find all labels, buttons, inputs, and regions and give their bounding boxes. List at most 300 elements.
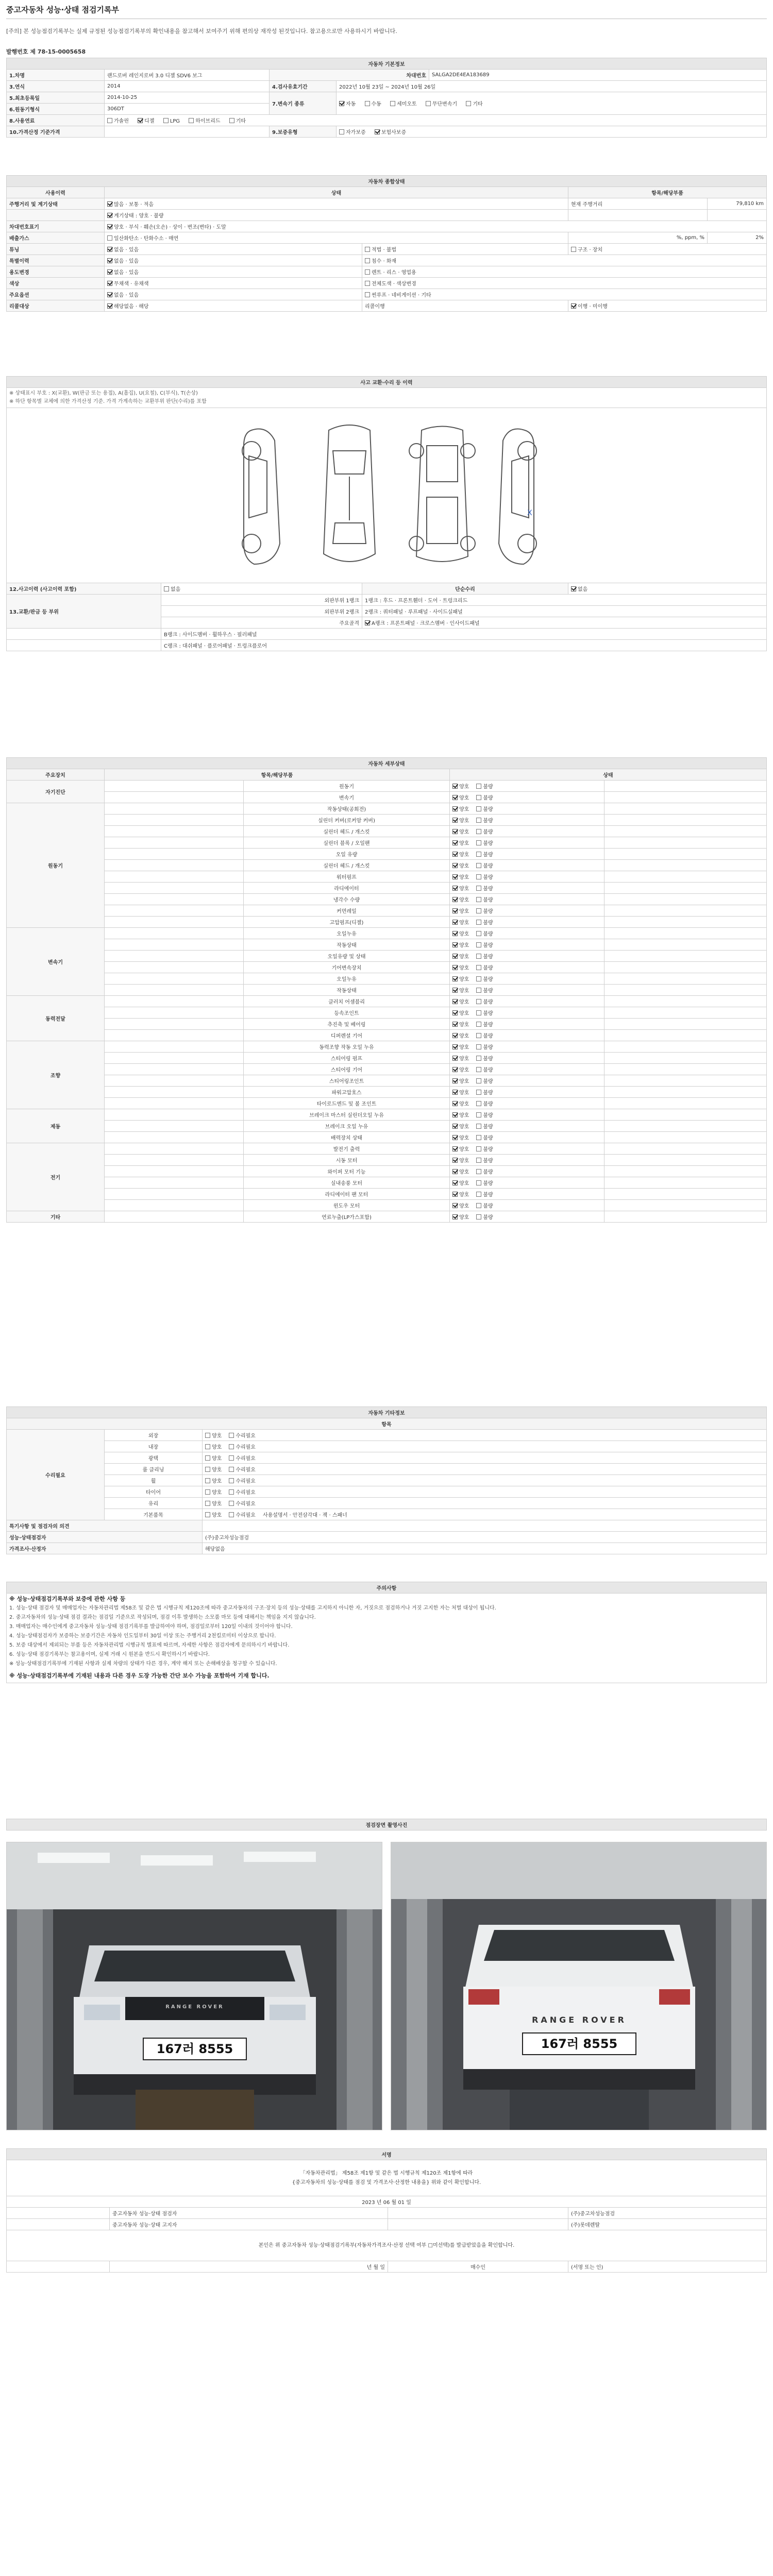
etc-item-label: 타이어 [105,1486,203,1498]
checkbox-icon[interactable] [476,908,481,913]
checkbox-checked-icon[interactable] [107,281,112,286]
receipt-statement: 본인은 위 중고자동차 성능·상태점검기록부(자동차가격조사·산정 선택 여부 □미선택)를 발급받았음을 확인합니다. [7,2230,767,2261]
detail-item-label: 작동상태 [244,985,450,996]
checkbox-checked-icon[interactable] [452,1078,458,1083]
detail-status-options: 양호 불량 [450,1007,604,1019]
checkbox-checked-icon[interactable] [452,1022,458,1027]
detail-item-label: 실린더 헤드 / 개스킷 [244,826,450,837]
checkbox-icon[interactable] [476,1044,481,1049]
checkbox-icon[interactable] [107,118,112,123]
detail-row [7,815,767,826]
etc-subheader: 항목 [7,1418,767,1430]
legend-line: ※ 상태표시 부호 : X(교환), W(판금 또는 용접), A(흠집), U(요철), C(부식), T(손상) [9,391,198,396]
accident-label: 12.사고이력 (사고이력 포함) [7,583,161,595]
detail-header: 자동차 세부상태 [7,758,767,769]
checkbox-icon[interactable] [476,1033,481,1038]
etc-item-label: 광택 [105,1452,203,1464]
checkbox-icon[interactable] [476,1010,481,1015]
checkbox-icon[interactable] [571,247,576,252]
checkbox-checked-icon[interactable] [452,954,458,959]
checkbox-checked-icon[interactable] [452,1124,458,1129]
checkbox-icon[interactable] [476,1169,481,1174]
etc-item-label: 유리 [105,1498,203,1509]
col-status: 상태 [450,769,767,781]
checkbox-icon[interactable] [476,1180,481,1185]
transmission-options: 자동 수동 세미오토 무단변속기 기타 [337,92,767,115]
checkbox-checked-icon[interactable] [452,1033,458,1038]
checkbox-icon[interactable] [426,101,431,106]
etc-row [7,1486,767,1498]
checkbox-icon[interactable] [476,976,481,981]
checkbox-checked-icon[interactable] [452,795,458,800]
detail-row [7,860,767,871]
general-row: 계기상태 : 양호 · 불량 [7,210,767,221]
general-row: 용도변경 없음 · 있음 렌트 · 리스 · 영업용 [7,266,767,278]
detail-item-label: 실내송풍 모터 [244,1177,450,1189]
car-top-view-icon [324,425,375,562]
buyer-sign: (서명 또는 인) [568,2261,767,2273]
detail-row [7,1166,767,1177]
etc-item-label: 외장 [105,1430,203,1441]
warranty-options: 자가보증 보험사보증 [337,126,767,138]
signature-date: 2023 년 06 월 01 일 [7,2196,767,2208]
detail-row [7,928,767,939]
checkbox-icon[interactable] [164,586,169,591]
checkbox-checked-icon[interactable] [452,818,458,823]
checkbox-checked-icon[interactable] [365,620,370,625]
checkbox-icon[interactable] [476,795,481,800]
checkbox-checked-icon[interactable] [452,1056,458,1061]
checkbox-checked-icon[interactable] [452,1146,458,1151]
checkbox-checked-icon[interactable] [452,1112,458,1117]
detail-item-label: 작동상태(공회전) [244,803,450,815]
checkbox-icon[interactable] [476,886,481,891]
parts-label: 13.교환/판금 등 부위 [7,595,161,629]
warranty-label: 9.보증유형 [270,126,337,138]
checkbox-checked-icon[interactable] [452,908,458,913]
etc-options: 양호 수리필요 [203,1486,767,1498]
engine-label: 6.원동기형식 [7,104,105,115]
detail-item-label: 시동 모터 [244,1155,450,1166]
checkbox-checked-icon[interactable] [452,1067,458,1072]
checkbox-icon[interactable] [365,269,370,275]
detail-status-options: 양호 불량 [450,1155,604,1166]
signature-header: 서명 [7,2149,767,2160]
checkbox-icon[interactable] [229,1433,234,1438]
checkbox-checked-icon[interactable] [107,258,112,263]
notes-body: ※ 성능·상태점검기록부와 보증에 관한 사항 등 1. 성능·상태 점검자 및 매매업자는 자동차관리법 제58조 및 같은 법 시행규칙 제120조에 따라 중고자동차의 구조·장치 등의 성능·상태를 고지하지 아니한 자, 거짓으로 점검하거나 거짓 고지한 자는 처벌 대상이 됩니다. 2. 중고자동차의 성능·상태 점검 결과는 점검일 기준으로 작성되며, 점검 이후 발생하는 소모품 마모 등에 대해서는 책임을 지지 않습니다. 3. 매매업자는 매수인에게 중고자동차 성능·상태 점검기록부를 발급하여야 하며, 점검일로부터 120일 이내의 것이어야 합니다. 4. 성능·상태점검자가 보증하는 보증기간은 자동차 인도일부터 30일 이상 또는 주행거리 2천킬로미터 이상으로 합니다. 5. 보증 대상에서 제외되는 부품 등은 자동차관리법 시행규칙 별표에 따르며, 자세한 사항은 점검자에게 문의하시기 바랍니다. 6. 성능·상태 점검기록부는 참고용이며, 실제 거래 시 원본을 반드시 확인하시기 바랍니다. ※ 성능·상태점검기록부에 기재된 사항과 실제 차량의 상태가 다른 경우, 계약 해지 또는 손해배상을 청구할 수 있습니다. ※ 성능·상태점검기록부에 기재된 내용과 다른 경우 도장 가능한 간단 보수 가능을 포함하여 기재 합니다. [7,1594,767,1683]
detail-item-label: 스티어링조인트 [244,1075,450,1087]
detail-status-options: 양호 불량 [450,1177,604,1189]
checkbox-icon[interactable] [476,1022,481,1027]
checkbox-icon[interactable] [365,292,370,297]
year-value: 2014 [105,81,270,92]
detail-row [7,1041,767,1053]
detail-group-label: 변속기 [7,928,105,996]
etc-footer-label: 가격조사·산정자 [7,1543,203,1554]
checkbox-checked-icon[interactable] [452,874,458,879]
detail-item-label: 라디에이터 [244,883,450,894]
etc-footer-row [7,1532,767,1543]
checkbox-checked-icon[interactable] [107,247,112,252]
detail-row [7,985,767,996]
detail-group-label: 자기진단 [7,781,105,803]
col-state: 상태 [105,187,568,198]
etc-item-label: 내장 [105,1441,203,1452]
checkbox-icon[interactable] [229,1467,234,1472]
checkbox-icon[interactable] [229,1455,234,1461]
detail-status-options: 양호 불량 [450,1109,604,1121]
checkbox-icon[interactable] [476,1214,481,1219]
damage-history-section: 사고 교환·수리 등 이력 ※ 상태표시 부호 : X(교환), W(판금 또는 용접), A(흠집), U(요철), C(부식), T(손상) ※ 하단 항목별 교체에 의한 가격산정 기준. 가격 가계속하는 교환부위 판단(수리)를 포함 X 12.사고이력 (사고이력 포함) 없음 단순수리 없음 13.교환/판금 등 부위 외판부위 1랭크 1랭크 : 후드 · 프론트휀더 · 도어 · 트렁크리드 외판부위 2랭크 2랭크 : 쿼터패널 · 루프패널 · 사이드실패널 주요골격 A랭크 : 프론트패널 · 크로스멤버 · 인사이드패널 B랭크 : 사이드멤버 · 휠하우스 · 필러패널 C랭크 : 대쉬패널 · 플로어패널 · 트렁크플로어 [6,376,767,651]
checkbox-checked-icon[interactable] [452,1158,458,1163]
checkbox-checked-icon[interactable] [452,999,458,1004]
detail-item-label: 워터펌프 [244,871,450,883]
detail-item-label: 실린더 커버(로커암 커버) [244,815,450,826]
col-note: 항목/해당부품 [568,187,767,198]
checkbox-checked-icon[interactable] [452,1180,458,1185]
general-row: 색상 무채색 · 유채색 전체도색 · 색상변경 [7,278,767,289]
checkbox-icon[interactable] [476,1090,481,1095]
checkbox-icon[interactable] [205,1478,210,1483]
frame-b-parts: B랭크 : 사이드멤버 · 휠하우스 · 필러패널 [161,629,767,640]
checkbox-icon[interactable] [205,1512,210,1517]
vin-value: SALGA2DE4EA183689 [429,70,767,81]
detail-item-label: 냉각수 수량 [244,894,450,905]
checkbox-icon[interactable] [476,1192,481,1197]
detail-status-options: 양호 불량 [450,815,604,826]
general-row: 주행거리 및 계기상태 많음 · 보통 · 적음 현재 주행거리 79,810 km [7,198,767,210]
issue-number: 발행번호 제 78-15-0005658 [6,48,86,55]
detail-row [7,1121,767,1132]
checkbox-checked-icon[interactable] [138,118,143,123]
checkbox-icon[interactable] [229,1444,234,1449]
detail-item-label: 클러치 어셈블리 [244,996,450,1007]
detail-item-label: 라디에이터 팬 모터 [244,1189,450,1200]
document-title: 중고자동차 성능·상태 점검기록부 [6,5,120,14]
etc-footer-value [203,1520,767,1532]
detail-item-label: 실린더 헤드 / 개스킷 [244,860,450,871]
checkbox-checked-icon[interactable] [107,303,112,309]
buyer-label: 매수인 [388,2261,568,2273]
damage-mark: X [527,509,532,517]
inspector-value: (주)중고차성능점검 [568,2208,767,2219]
detail-status-options: 양호 불량 [450,996,604,1007]
transmission-label: 7.변속기 종류 [270,92,337,115]
first-reg-value: 2014-10-25 [105,92,270,104]
detail-status-options: 양호 불량 [450,917,604,928]
checkbox-checked-icon[interactable] [452,840,458,845]
detail-item-label: 실린더 블록 / 오일팬 [244,837,450,849]
checkbox-checked-icon[interactable] [452,1101,458,1106]
checkbox-checked-icon[interactable] [452,988,458,993]
checkbox-checked-icon[interactable] [107,269,112,275]
general-row: 배출가스 일산화탄소 · 탄화수소 · 매연 %, ppm, % 2% [7,232,767,244]
checkbox-checked-icon[interactable] [452,976,458,981]
general-header: 자동차 종합상태 [7,176,767,187]
checkbox-icon[interactable] [339,129,344,134]
checkbox-icon[interactable] [365,247,370,252]
etc-row [7,1509,767,1520]
detail-status-options: 양호 불량 [450,939,604,951]
frame-c-parts: C랭크 : 대쉬패널 · 플로어패널 · 트렁크플로어 [161,640,767,651]
checkbox-icon[interactable] [476,852,481,857]
detail-row [7,837,767,849]
detail-item-label: 작동상태 [244,939,450,951]
detail-item-label: 오일누유 [244,928,450,939]
detail-row [7,973,767,985]
checkbox-icon[interactable] [205,1501,210,1506]
checkbox-icon[interactable] [205,1467,210,1472]
checkbox-checked-icon[interactable] [375,129,380,134]
etc-item-label: 기본품목 [105,1509,203,1520]
checkbox-icon[interactable] [205,1444,210,1449]
general-row: 주요옵션 없음 · 있음 썬루프 · 네비게이션 · 기타 [7,289,767,300]
checkbox-checked-icon[interactable] [452,886,458,891]
etc-footer-value: (주)중고차성능점검 [203,1532,767,1543]
checkbox-icon[interactable] [476,965,481,970]
detail-row [7,883,767,894]
detail-row [7,803,767,815]
checkbox-checked-icon[interactable] [452,1090,458,1095]
checkbox-icon[interactable] [229,118,234,123]
etc-options: 양호 수리필요 사용설명서 · 안전삼각대 · 잭 · 스패너 [203,1509,767,1520]
detail-item-label: 발전기 출력 [244,1143,450,1155]
detail-row [7,849,767,860]
etc-item-label: 휠 [105,1475,203,1486]
basic-info-header: 자동차 기본정보 [7,58,767,70]
photo-header: 점검장면 촬영사진 [7,1819,767,1831]
checkbox-icon[interactable] [229,1478,234,1483]
detail-item-label: 동력조향 작동 오일 누유 [244,1041,450,1053]
checkbox-checked-icon[interactable] [452,1169,458,1174]
checkbox-checked-icon[interactable] [452,920,458,925]
checkbox-checked-icon[interactable] [452,784,458,789]
etc-row [7,1441,767,1452]
checkbox-icon[interactable] [476,954,481,959]
detail-item-label: 변속기 [244,792,450,803]
checkbox-icon[interactable] [365,258,370,263]
fuel-label: 8.사용연료 [7,115,105,126]
checkbox-icon[interactable] [205,1455,210,1461]
seller-label: 중고자동차 성능·상태 고지자 [110,2219,388,2230]
detail-row [7,1143,767,1155]
detail-status-options: 양호 불량 [450,1087,604,1098]
checkbox-icon[interactable] [476,920,481,925]
checkbox-icon[interactable] [229,1489,234,1495]
car-side-right-icon [499,429,536,565]
detail-status-options: 양호 불량 [450,1189,604,1200]
checkbox-icon[interactable] [476,1146,481,1151]
checkbox-icon[interactable] [476,806,481,811]
checkbox-checked-icon[interactable] [452,897,458,902]
detail-item-label: 고압펌프(디젤) [244,917,450,928]
checkbox-icon[interactable] [189,118,194,123]
detail-group-label: 원동기 [7,803,105,928]
detail-status-options: 양호 불량 [450,849,604,860]
checkbox-checked-icon[interactable] [452,806,458,811]
detail-row [7,1189,767,1200]
detail-status-options: 양호 불량 [450,951,604,962]
checkbox-checked-icon[interactable] [452,942,458,947]
engine-value: 306DT [105,104,270,115]
detail-row [7,951,767,962]
checkbox-checked-icon[interactable] [452,829,458,834]
checkbox-checked-icon[interactable] [107,224,112,229]
detail-item-label: 오일누유 [244,973,450,985]
detail-status-options: 양호 불량 [450,1132,604,1143]
checkbox-icon[interactable] [476,1203,481,1208]
etc-options: 양호 수리필요 [203,1441,767,1452]
checkbox-icon[interactable] [205,1433,210,1438]
checkbox-icon[interactable] [365,281,370,286]
detail-row [7,962,767,973]
detail-row [7,1053,767,1064]
checkbox-icon[interactable] [476,818,481,823]
checkbox-icon[interactable] [163,118,169,123]
checkbox-icon[interactable] [476,1056,481,1061]
notes-header: 주의사항 [7,1582,767,1594]
detail-status-options: 양호 불량 [450,781,604,792]
detail-item-label: 원동기 [244,781,450,792]
rank-row-label: 주요골격 [161,617,362,629]
general-condition-section [6,175,767,312]
detail-item-label: 브레이크 마스터 실린더오일 누유 [244,1109,450,1121]
checkbox-icon[interactable] [229,1501,234,1506]
detail-row [7,1087,767,1098]
etc-row [7,1452,767,1464]
checkbox-icon[interactable] [365,101,370,106]
detail-row [7,996,767,1007]
detail-row [7,781,767,792]
checkbox-icon[interactable] [476,1124,481,1129]
detail-item-label: 윈도우 모터 [244,1200,450,1211]
checkbox-checked-icon[interactable] [452,1135,458,1140]
etc-footer-value: 해당없음 [203,1543,767,1554]
rank-row-label: 외판부위 1랭크 [161,595,362,606]
checkbox-icon[interactable] [476,931,481,936]
license-plate-text: 167러 8555 [156,2042,233,2056]
checkbox-checked-icon[interactable] [452,1203,458,1208]
car-badge-text: RANGE ROVER [532,2015,627,2025]
detail-row [7,917,767,928]
signature-section [6,2148,767,2273]
photo-section [6,1819,767,1831]
detail-item-label: 추진축 및 베어링 [244,1019,450,1030]
checkbox-icon[interactable] [476,829,481,834]
detail-status-options: 양호 불량 [450,1211,604,1223]
car-outline-diagram [9,410,767,580]
checkbox-icon[interactable] [476,1135,481,1140]
checkbox-checked-icon[interactable] [452,931,458,936]
simple-repair-label: 단순수리 [362,583,568,595]
detail-status-options: 양호 불량 [450,826,604,837]
checkbox-checked-icon[interactable] [452,1214,458,1219]
detail-status-options: 양호 불량 [450,1143,604,1155]
checkbox-checked-icon[interactable] [452,965,458,970]
detail-row [7,1098,767,1109]
checkbox-icon[interactable] [476,863,481,868]
detail-status-options: 양호 불량 [450,928,604,939]
checkbox-icon[interactable] [476,874,481,879]
checkbox-icon[interactable] [229,1512,234,1517]
checkbox-checked-icon[interactable] [452,1010,458,1015]
inspection-photo-front [6,1842,382,2130]
checkbox-checked-icon[interactable] [571,303,576,309]
checkbox-icon[interactable] [390,101,395,106]
detail-status-options: 양호 불량 [450,803,604,815]
etc-row [7,1430,767,1441]
detail-row [7,1007,767,1019]
checkbox-icon[interactable] [476,897,481,902]
first-reg-label: 5.최초등록일 [7,92,105,104]
general-row: 튜닝 없음 · 있음 적법 · 불법 구조 · 장치 [7,244,767,255]
detail-row [7,826,767,837]
checkbox-checked-icon[interactable] [339,101,344,106]
detail-status-options: 양호 불량 [450,905,604,917]
valid-label: 4.검사유효기간 [270,81,337,92]
checkbox-icon[interactable] [107,235,112,241]
price-label: 10.가격산정 기준가격 [7,126,105,138]
checkbox-icon[interactable] [476,784,481,789]
checkbox-icon[interactable] [476,942,481,947]
col-device: 주요장치 [7,769,105,781]
detail-row [7,939,767,951]
etc-footer-label: 성능·상태점검자 [7,1532,203,1543]
etc-footer-row [7,1543,767,1554]
checkbox-icon[interactable] [476,1078,481,1083]
checkbox-checked-icon[interactable] [107,201,112,207]
checkbox-checked-icon[interactable] [452,1044,458,1049]
notes-section [6,1582,767,1683]
car-badge-text: RANGE ROVER [165,2004,224,2010]
etc-options: 양호 수리필요 [203,1475,767,1486]
detail-row [7,1019,767,1030]
checkbox-checked-icon[interactable] [452,863,458,868]
checkbox-checked-icon[interactable] [571,586,576,591]
checkbox-icon[interactable] [205,1489,210,1495]
checkbox-icon[interactable] [476,988,481,993]
checkbox-icon[interactable] [466,101,471,106]
detail-item-label: 파워고압호스 [244,1087,450,1098]
checkbox-icon[interactable] [476,1158,481,1163]
general-row: 특별이력 없음 · 있음 침수 · 화재 [7,255,767,266]
detail-status-options: 양호 불량 [450,871,604,883]
car-side-left-icon [242,429,280,565]
checkbox-checked-icon[interactable] [452,852,458,857]
etc-row [7,1498,767,1509]
car-diagram [7,408,767,583]
etc-options: 양호 수리필요 [203,1464,767,1475]
checkbox-icon[interactable] [476,1101,481,1106]
checkbox-checked-icon[interactable] [107,213,112,218]
checkbox-icon[interactable] [476,1112,481,1117]
general-row: 리콜대상 해당없음 · 해당 리콜이행 이행 · 미이행 [7,300,767,312]
detail-row [7,1030,767,1041]
etc-footer-label: 특기사항 및 점검자의 의견 [7,1520,203,1532]
checkbox-checked-icon[interactable] [107,292,112,297]
col-history: 사용이력 [7,187,105,198]
checkbox-checked-icon[interactable] [452,1192,458,1197]
checkbox-icon[interactable] [476,1067,481,1072]
etc-footer-row [7,1520,767,1532]
detail-row [7,1211,767,1223]
rank-row-label: 외판부위 2랭크 [161,606,362,617]
checkbox-icon[interactable] [476,840,481,845]
checkbox-icon[interactable] [476,999,481,1004]
detail-status-options: 양호 불량 [450,962,604,973]
detail-item-label: 오일유량 및 상태 [244,951,450,962]
